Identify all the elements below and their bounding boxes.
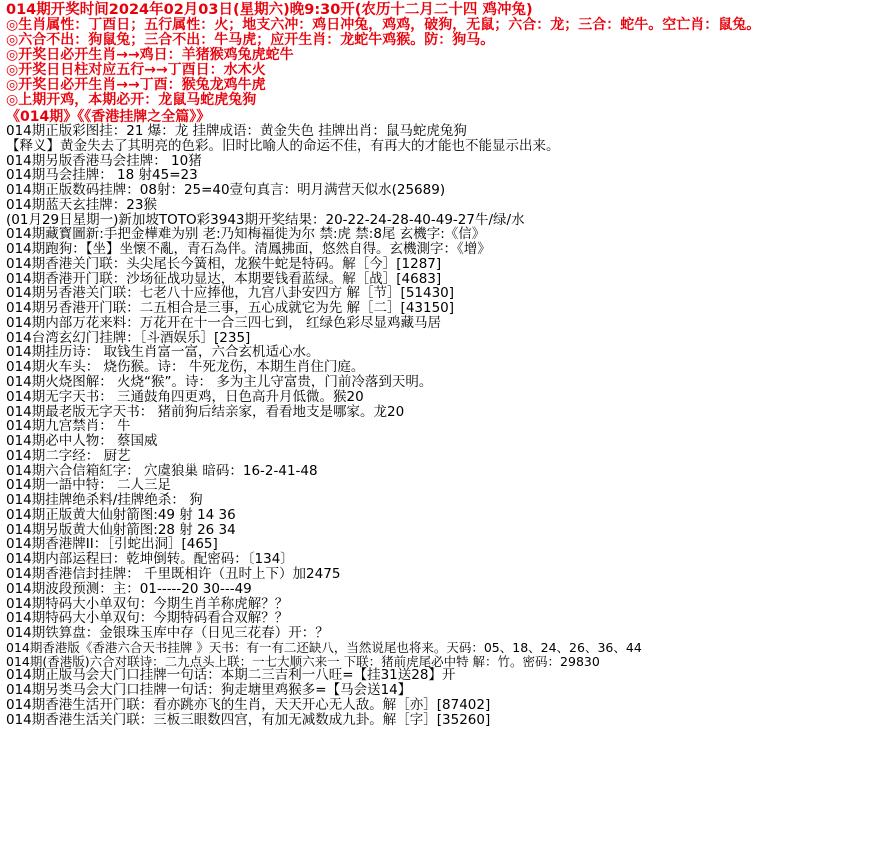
entry-row: 014期九宫禁肖： 牛: [6, 418, 131, 435]
entry-row: 014期香港版《香港六合天书挂牌 》天书：有一有二还缺八，当然说尾也将来。天码：05、18、24、26、36、44: [6, 639, 642, 655]
entry-row: 014期另香港关门联：七老八十应捧他，九宫八卦安四方 解［节］[51430]: [6, 285, 455, 302]
entry-row: 014期火烧图解： 火烧“猴”。诗： 多为主儿守富贵，门前冷落到天明。: [6, 374, 433, 391]
entry-row: 014期另版黄大仙射箭图:28 射 26 34: [6, 521, 236, 538]
entry-row: 014期一語中特： 二人三足: [6, 477, 172, 494]
entry-row: 【释义】黄金失去了其明亮的色彩。旧时比喻人的命运不佳，有再大的才能也不能显示出来。: [6, 137, 560, 154]
entry-row: 014期藏寳圖新:手把金樺难为别 老:乃知梅福徙为尔 禁:虎 禁:8尾 玄機字:《信》: [6, 226, 486, 243]
section-title: 《014期》《《香港挂牌之全篇》》: [6, 109, 211, 125]
entry-row: 014期特码大小单双句：今期生肖羊称虎解？？: [6, 595, 289, 612]
entry-row: 014期挂历诗： 取钱生肖富一富，六合玄机适心水。: [6, 344, 320, 361]
page-title: 014期开奖时间2024年02月03日(星期六)晚9:30开(农历十二月二十四 鸡冲兔): [6, 1, 533, 18]
entry-row: 014期内部运程曰：乾坤倒转。配密码：〔134〕: [6, 551, 294, 568]
attribute-line-6: ◎上期开鸡，本期必开：龙鼠马蛇虎兔狗: [6, 92, 257, 108]
entry-row: 014期香港牌II：［引蛇出洞］[465]: [6, 536, 218, 553]
entry-row: 014期跑狗：【坐】坐懷不亂，青石為伴。清鳳拂面，悠然自得。玄機測字：《增》: [6, 241, 491, 258]
entry-row: 014期香港生活关门联：三板三眼数四宫，有加无减数成九卦。解［字］[35260]: [6, 711, 491, 728]
entry-row: 014台湾玄幻门挂牌：［斗酒娱乐］[235]: [6, 329, 251, 346]
entry-row: 014期蓝天玄挂牌：23猴: [6, 196, 157, 213]
entry-row: 014期香港开门联：沙场征战功显达，本期要钱看蓝绿。解［战］[4683]: [6, 270, 442, 287]
entry-row: 014期另香港开门联：二五相合是三事，五心成就它为先 解［二］[43150]: [6, 300, 455, 317]
entry-row: 014期正版马会大门口挂牌一句话：本期二三吉利一八旺=【挂31送28】开: [6, 667, 456, 684]
attribute-line-4: ◎开奖日日柱对应五行→→丁酉日：水木火: [6, 62, 266, 78]
entry-row: 014期火车头： 烧伤猴。诗： 牛死龙伤，本期生肖住门庭。: [6, 359, 365, 376]
entry-row: 014期特码大小单双句：今期特码看合双解？？: [6, 610, 289, 627]
entry-row: 014期正版彩图挂：21 爆：龙 挂牌成语：黄金失色 挂牌出肖：鼠马蛇虎兔狗: [6, 123, 467, 139]
attribute-line-5: ◎开奖日必开生肖→→丁酉：猴兔龙鸡牛虎: [6, 77, 266, 93]
entry-row: 014期香港生活开门联：看亦跳亦飞的生肖，天天开心无人敌。解［亦］[87402]: [6, 696, 491, 713]
entry-row: 014期波段预测：主：01-----20 30---49: [6, 580, 252, 597]
attribute-line-3: ◎开奖日必开生肖→→鸡日：羊猪猴鸡兔虎蛇牛: [6, 47, 294, 63]
entry-row: 014期二字经： 厨艺: [6, 447, 131, 464]
entry-row: 014期马会挂牌： 18 射45=23: [6, 167, 198, 184]
entry-row: 014期正版数码挂牌：08射：25=40壹句真言：明月满营天似水(25689): [6, 182, 446, 199]
entry-row: 014期另版香港马会挂牌： 10猪: [6, 152, 202, 169]
entry-row: (01月29日星期一)新加坡TOTO彩3943期开奖结果：20-22-24-28-40-49-27牛/绿/水: [6, 211, 525, 228]
attribute-line-2: ◎六合不出：狗鼠兔；三合不出：牛马虎；应开生肖：龙蛇牛鸡猴。防：狗马。: [6, 32, 495, 48]
entry-row: 014期(香港版)六合对联诗：二九点头上联：一七大顺六来一 下联：猪前虎尾必中特 解：竹。密码：29830: [6, 653, 600, 669]
entry-row: 014期正版黄大仙射箭图:49 射 14 36: [6, 506, 236, 523]
entry-row: 014期另类马会大门口挂牌一句话：狗走塘里鸡猴多=【马会送14】: [6, 682, 412, 699]
entry-row: 014期香港关门联：头尖尾长今簧相，龙猴牛蛇是特码。解［今］[1287]: [6, 255, 442, 272]
entry-row: 014期香港信封挂牌： 千里既相许（丑时上下）加2475: [6, 565, 341, 582]
entry-row: 014期最老版无字天书： 猪前狗后结亲家，看看地支是哪家。龙20: [6, 403, 405, 420]
entry-row: 014期内部万花来料：万花开在十一合三四七到， 红绿色彩尽显鸡藏马居: [6, 314, 442, 331]
attribute-line-1: ◎生肖属性：丁酉日；五行属性：火；地支六冲：鸡日冲兔，鸡鸡，破狗，无鼠；六合：龙；三合：蛇牛。空亡肖：鼠兔。: [6, 17, 761, 33]
entry-row: 014期挂牌绝杀料/挂牌绝杀： 狗: [6, 492, 203, 509]
entry-row: 014期无字天书： 三通鼓角四更鸡，日色高升月低微。猴20: [6, 388, 364, 405]
entry-row: 014期必中人物： 蔡国威: [6, 433, 158, 450]
entry-row: 014期六合信箱紅字： 穴虞狼巢 暗码：16-2-41-48: [6, 462, 318, 479]
entry-row: 014期铁算盘：金银珠玉库中存（日见三花春）开：？: [6, 625, 329, 642]
